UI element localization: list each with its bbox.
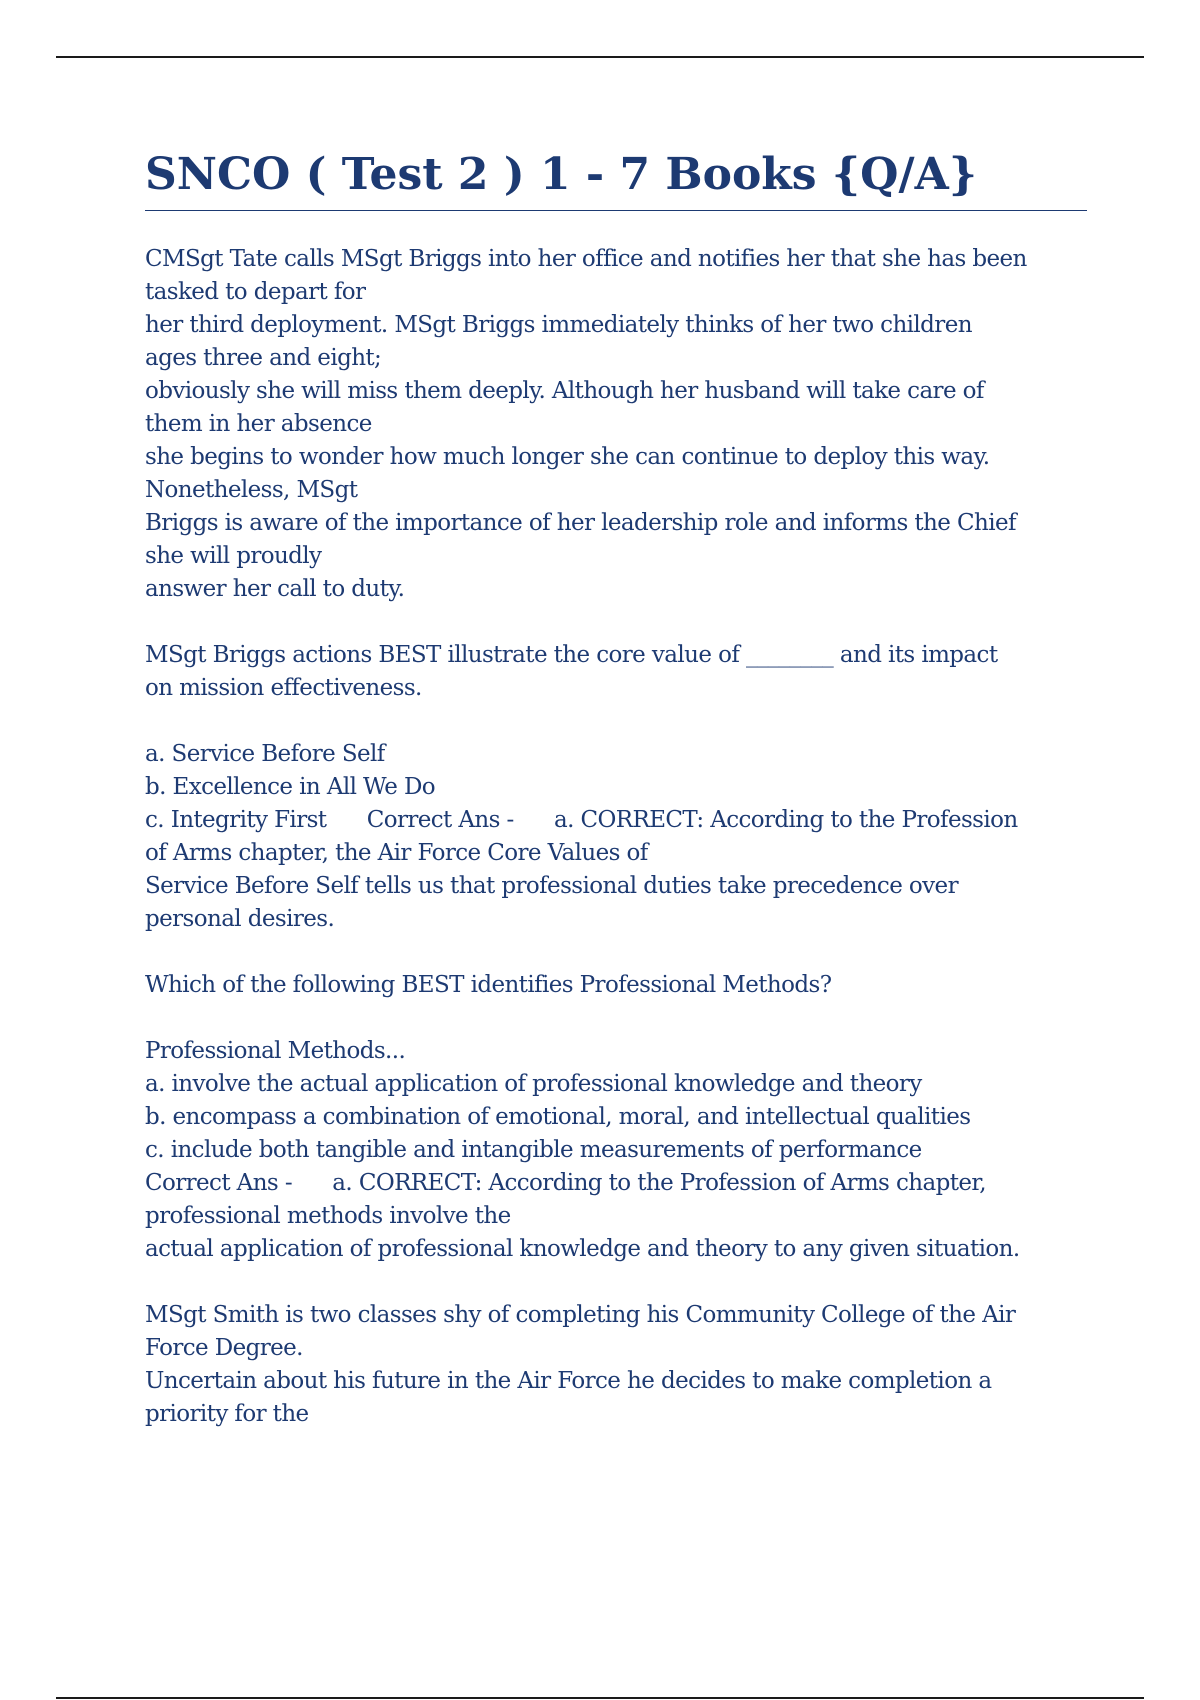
question-3 xyxy=(145,1299,1087,1431)
q2-option-b: b. encompass a combination of emotional, moral, and intellectual qualities xyxy=(145,1104,971,1130)
paragraph-gap xyxy=(145,1266,1087,1299)
q1-answer-line: personal desires. xyxy=(145,906,335,932)
q1-correct-label: Correct Ans - xyxy=(366,807,514,833)
paragraph-gap xyxy=(145,705,1087,738)
q3-scenario-line: Force Degree. xyxy=(145,1335,303,1361)
document-title: SNCO ( Test 2 ) 1 - 7 Books {Q/A} xyxy=(145,146,1087,211)
paragraph-gap xyxy=(145,936,1087,969)
q2-option-c: c. include both tangible and intangible measurements of performance xyxy=(145,1137,922,1163)
q2-option-a: a. involve the actual application of professional knowledge and theory xyxy=(145,1071,922,1097)
q2-answer-line: a. CORRECT: According to the Profession of Arms chapter, xyxy=(332,1170,986,1196)
document-body xyxy=(145,243,1087,1431)
question-1 xyxy=(145,243,1087,936)
question-2 xyxy=(145,969,1087,1266)
q1-scenario-line: Briggs is aware of the importance of her leadership role and informs the Chief xyxy=(145,510,1016,536)
q1-option-a: a. Service Before Self xyxy=(145,741,385,767)
paragraph-gap xyxy=(145,606,1087,639)
q2-stem: Professional Methods... xyxy=(145,1038,406,1064)
q3-scenario-line: Uncertain about his future in the Air Force he decides to make completion a xyxy=(145,1368,992,1394)
q2-question: Which of the following BEST identifies Professional Methods? xyxy=(145,972,832,998)
q1-question-line: MSgt Briggs actions BEST illustrate the core value of ________ and its impact xyxy=(145,642,998,668)
q1-option-c-row xyxy=(145,804,1087,837)
q1-answer-line: of Arms chapter, the Air Force Core Values of xyxy=(145,840,648,866)
q1-scenario-line: them in her absence xyxy=(145,411,372,437)
q3-scenario-line: MSgt Smith is two classes shy of completing his Community College of the Air xyxy=(145,1302,1016,1328)
q1-option-c: c. Integrity First xyxy=(145,807,327,833)
q1-scenario-line: her third deployment. MSgt Briggs immediately thinks of her two children xyxy=(145,312,972,338)
document-content xyxy=(145,146,1087,1431)
q1-question-line: on mission effectiveness. xyxy=(145,675,422,701)
q1-scenario-line: obviously she will miss them deeply. Although her husband will take care of xyxy=(145,378,984,404)
q2-answer-line: professional methods involve the xyxy=(145,1203,511,1229)
q1-scenario-line: tasked to depart for xyxy=(145,279,366,305)
q2-correct-label: Correct Ans - xyxy=(145,1170,292,1196)
q1-scenario-line: she begins to wonder how much longer she can continue to deploy this way. xyxy=(145,444,990,470)
bottom-rule xyxy=(56,1697,1144,1699)
q1-scenario-line: CMSgt Tate calls MSgt Briggs into her office and notifies her that she has been xyxy=(145,246,1027,272)
q1-scenario-line: Nonetheless, MSgt xyxy=(145,477,358,503)
q1-scenario-line: she will proudly xyxy=(145,543,322,569)
paragraph-gap xyxy=(145,1002,1087,1035)
q1-scenario-line: ages three and eight; xyxy=(145,345,382,371)
top-rule xyxy=(56,56,1144,58)
q1-answer-line: a. CORRECT: According to the Profession xyxy=(554,807,1018,833)
q2-answer-row xyxy=(145,1167,1087,1200)
q3-scenario-line: priority for the xyxy=(145,1401,309,1427)
q2-answer-line: actual application of professional knowledge and theory to any given situation. xyxy=(145,1236,1020,1262)
q1-option-b: b. Excellence in All We Do xyxy=(145,774,436,800)
q1-answer-line: Service Before Self tells us that professional duties take precedence over xyxy=(145,873,958,899)
q1-scenario-line: answer her call to duty. xyxy=(145,576,405,602)
